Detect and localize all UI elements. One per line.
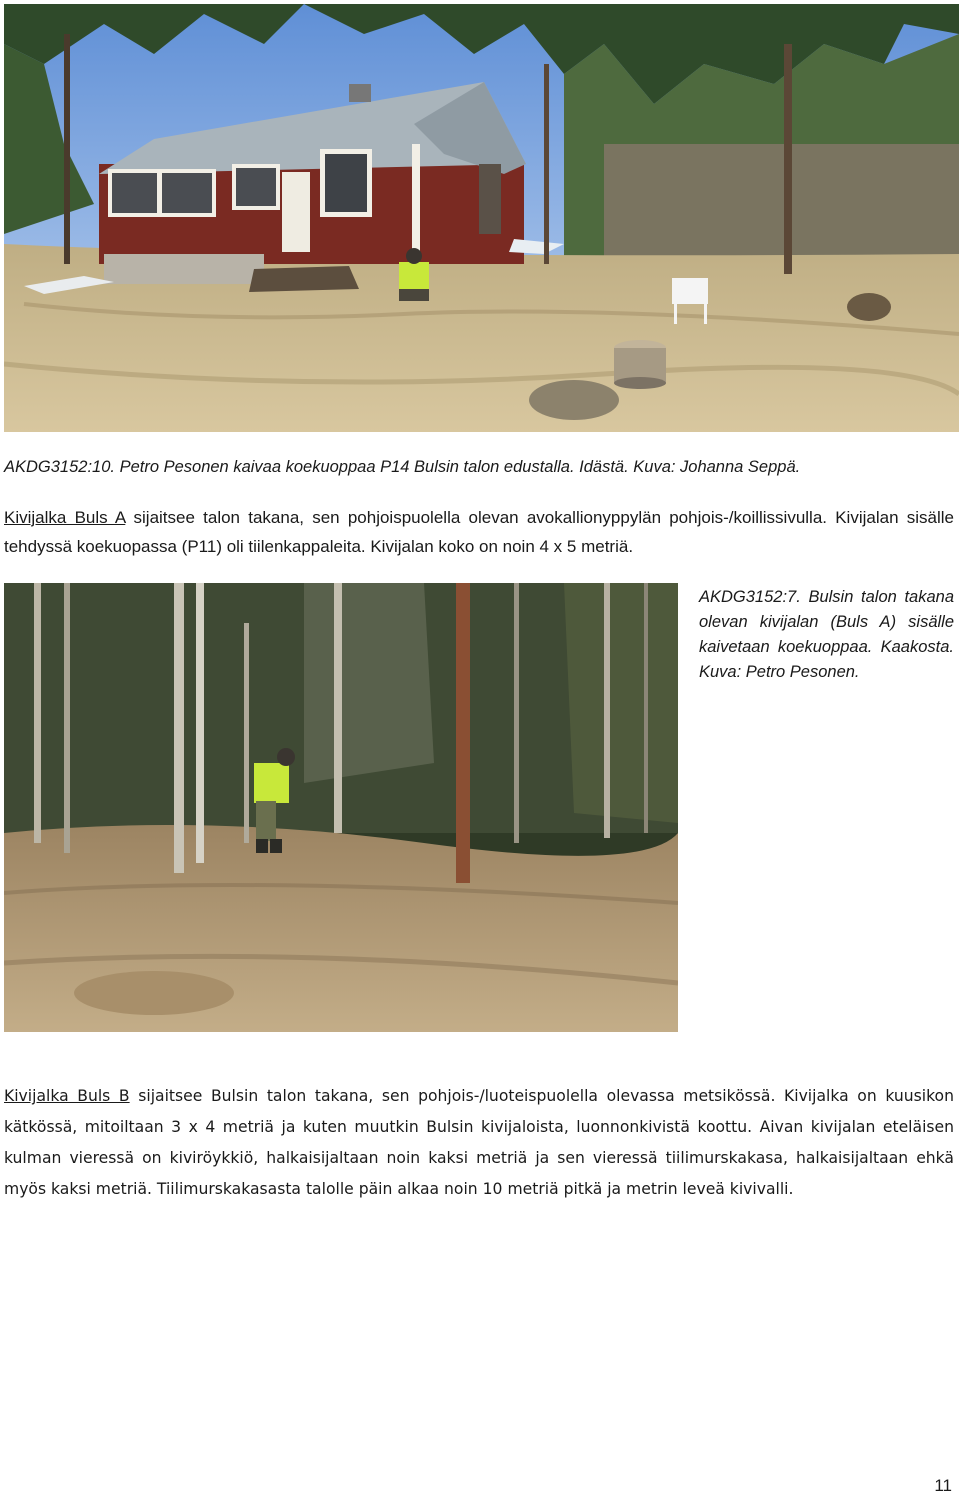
buls-a-forest-photo	[4, 583, 678, 1032]
paragraph-text-buls-a: sijaitsee talon takana, sen pohjoispuolella olevan avokallionyppylän pohjois-/koillissivulla. Kivijalan sisälle tehdyssä koekuopassa (P11) oli tiilenkappaleita. Kivijalan koko on noin 4 x 5 metriä.	[4, 508, 954, 556]
page-number: 11	[934, 1476, 952, 1495]
paragraph-buls-a	[4, 503, 954, 561]
photo-caption-2: AKDG3152:7. Bulsin talon takana olevan kivijalan (Buls A) sisälle kaivetaan koekuoppaa. Kaakosta. Kuva: Petro Pesonen.	[699, 588, 954, 681]
section-heading-buls-b: Kivijalka Buls B	[4, 1087, 130, 1105]
section-heading-buls-a: Kivijalka Buls A	[4, 508, 126, 527]
bulsin-house-photo	[4, 4, 959, 432]
paragraph-buls-b	[4, 1081, 954, 1205]
paragraph-text-buls-b: sijaitsee Bulsin talon takana, sen pohjois-/luoteispuolella olevassa metsikössä. Kivijalka on kuusikon kätkössä, mitoiltaan 3 x 4 metriä ja kuten muutkin Bulsin kivijaloista, luonnonkivistä koottu. Aivan kivijalan eteläisen kulman vieressä on kiviröykkiö, halkaisijaltaan noin kaksi metriä ja sen vieressä tiilimurskakasa, halkaisijaltaan ehkä myös kaksi metriä. Tiilimurskakasasta talolle päin alkaa noin 10 metriä pitkä ja metrin leveä kivivalli.	[4, 1087, 954, 1198]
photo-caption-1: AKDG3152:10. Petro Pesonen kaivaa koekuoppaa P14 Bulsin talon edustalla. Idästä. Kuva: Johanna Seppä.	[4, 458, 801, 476]
